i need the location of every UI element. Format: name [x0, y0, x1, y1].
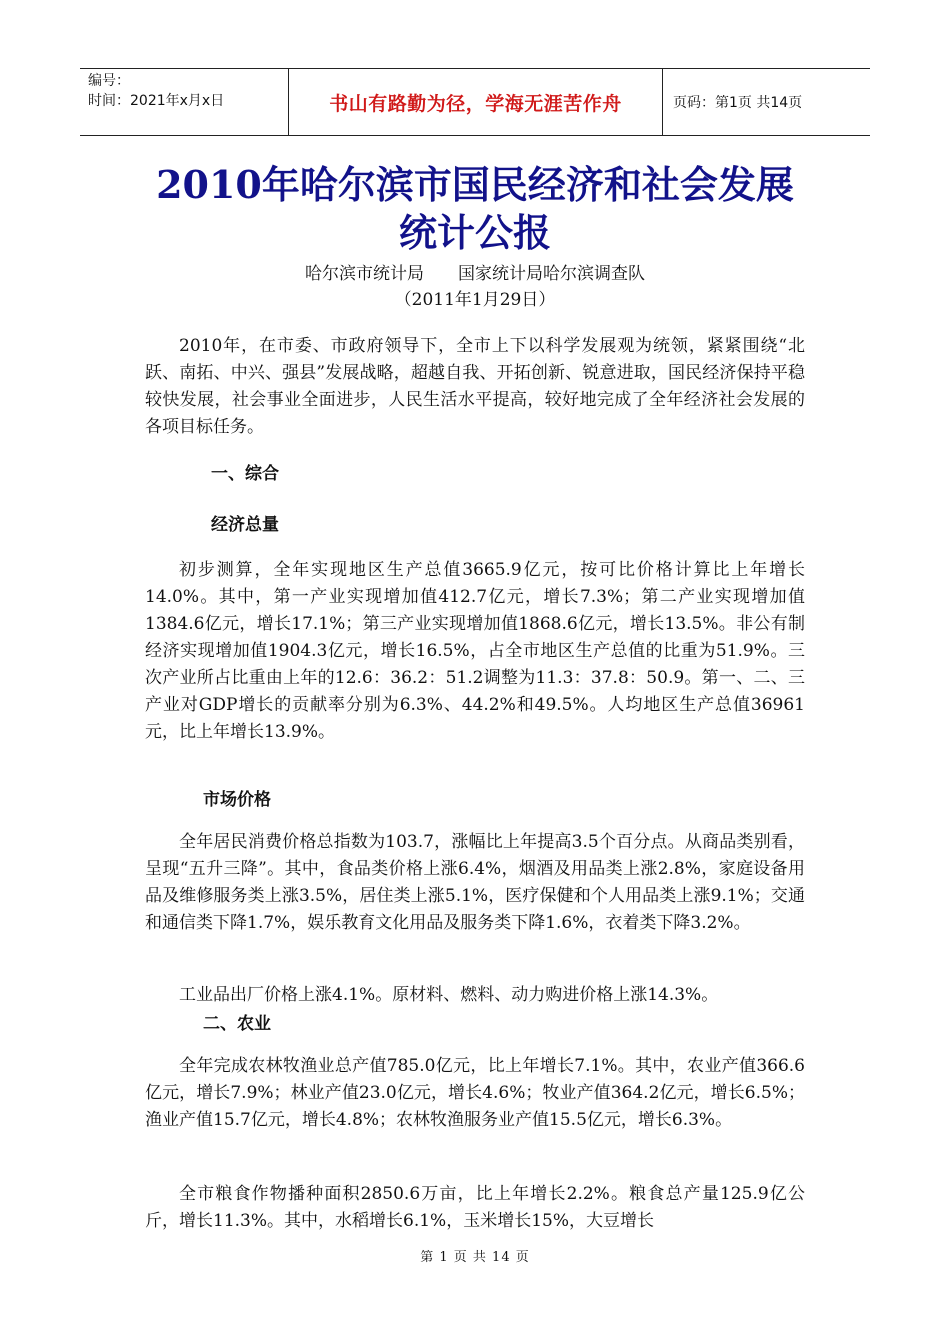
- intro-paragraph: 2010年，在市委、市政府领导下，全市上下以科学发展观为统领，紧紧围绕“北跃、南拓、中兴、强县”发展战略，超越自我、开拓创新、锐意进取，国民经济保持平稳较快发展，社会事业全面进步，人民生活水平提高，较好地完成了全年经济社会发展的各项目标任务。: [145, 336, 805, 437]
- paragraph-consumer-prices: 全年居民消费价格总指数为103.7，涨幅比上年提高3.5个百分点。从商品类别看，呈现“五升三降”。其中，食品类价格上涨6.4%，烟酒及用品类上涨2.8%，家庭设备用品及维修服务类上涨3.5%，居住类上涨5.1%，医疗保健和个人用品类上涨9.1%；交通和通信类下降1.7%，娱乐教育文化用品及服务类下降1.6%，衣着类下降3.2%。: [145, 832, 805, 933]
- header-meta: [80, 69, 288, 135]
- paragraph-industrial-prices: 工业品出厂价格上涨4.1%。原材料、燃料、动力购进价格上涨14.3%。: [179, 985, 719, 1005]
- issue-date: （2011年1月29日）: [394, 290, 556, 310]
- document-number: 编号：: [88, 73, 130, 89]
- paragraph-grain-production: 全市粮食作物播种面积2850.6万亩，比上年增长2.2%。粮食总产量125.9亿公斤，增长11.3%。其中，水稻增长6.1%，玉米增长15%，大豆增长: [145, 1184, 805, 1231]
- issuing-organizations: [0, 262, 950, 286]
- header-page-info: 页码：第1页 共14页: [673, 95, 803, 111]
- page-header: [80, 68, 870, 136]
- document-title-line1: 2010年哈尔滨市国民经济和社会发展: [156, 162, 794, 207]
- section-heading-general: 一、综合: [211, 464, 279, 484]
- document-title-line2: 统计公报: [398, 210, 551, 255]
- issuer-1: 哈尔滨市统计局: [305, 264, 424, 284]
- paragraph-economic-aggregate: 初步测算，全年实现地区生产总值3665.9亿元，按可比价格计算比上年增长14.0%。其中，第一产业实现增加值412.7亿元，增长7.3%；第二产业实现增加值1384.6亿元，增长17.1%；第三产业实现增加值1868.6亿元，增长13.5%。非公有制经济实现增加值1904.3亿元，增长16.5%，占全市地区生产总值的比重为51.9%。三次产业所占比重由上年的12.6：36.2：51.2调整为11.3：37.8：50.9。第一、二、三产业对GDP增长的贡献率分别为6.3%、44.2%和49.5%。人均地区生产总值36961元，比上年增长13.9%。: [145, 560, 805, 742]
- document-time: 时间：2021年x月x日: [88, 93, 225, 109]
- page-footer: 第 1 页 共 14 页: [420, 1250, 530, 1265]
- subheading-market-prices: 市场价格: [203, 790, 271, 810]
- paragraph-agriculture-output: 全年完成农林牧渔业总产值785.0亿元，比上年增长7.1%。其中，农业产值366.6亿元，增长7.9%；林业产值23.0亿元，增长4.6%；牧业产值364.2亿元，增长6.5%；渔业产值15.7亿元，增长4.8%；农林牧渔服务业产值15.5亿元，增长6.3%。: [145, 1056, 805, 1130]
- subheading-economic-aggregate: 经济总量: [211, 515, 279, 535]
- section-heading-agriculture: 二、农业: [203, 1014, 271, 1034]
- header-motto: 书山有路勤为径，学海无涯苦作舟: [288, 69, 663, 135]
- issuer-2: 国家统计局哈尔滨调查队: [458, 264, 645, 284]
